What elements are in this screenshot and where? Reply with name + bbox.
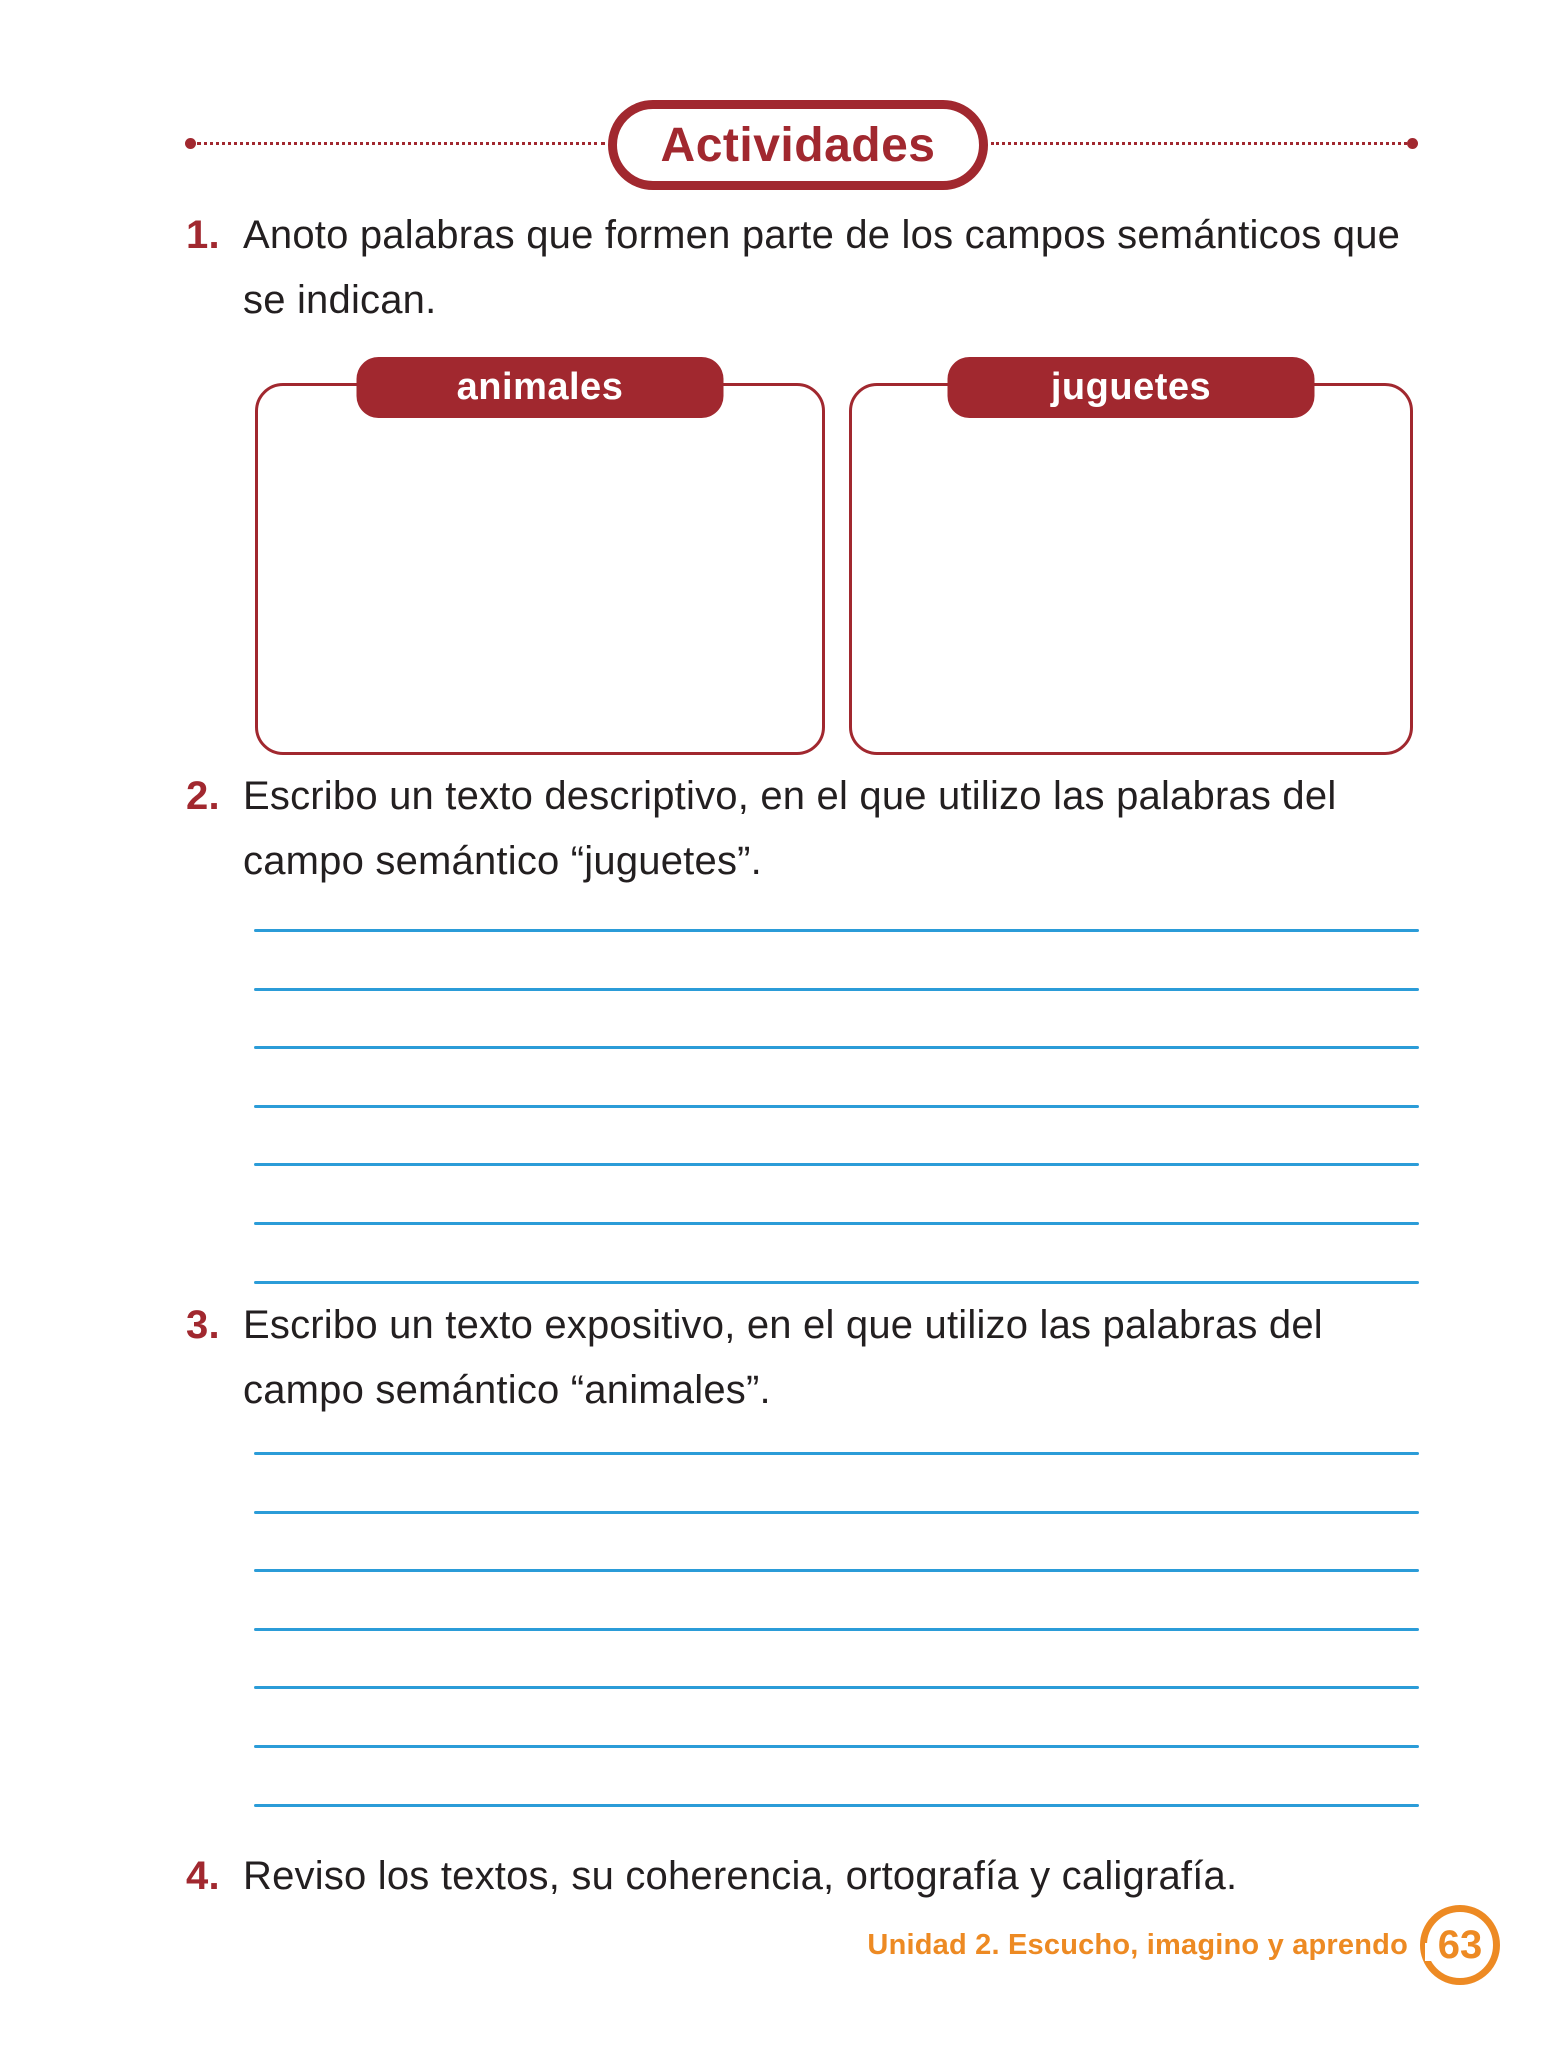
semantic-box-juguetes-label: juguetes: [1050, 366, 1212, 408]
activity-3-text-line-1: Escribo un texto expositivo, en el que utilizo las palabras del: [243, 1303, 1323, 1347]
writing-line: [254, 1281, 1419, 1284]
writing-line: [254, 1569, 1419, 1572]
semantic-box-juguetes-header: [948, 357, 1315, 418]
banner-dotted-line-right: [991, 142, 1407, 145]
banner-end-dot-left: [185, 138, 196, 149]
page-circle-notch: [1425, 1943, 1435, 1961]
semantic-box-animales: [255, 366, 825, 755]
writing-line: [254, 1628, 1419, 1631]
activity-item-2: [186, 764, 1466, 894]
writing-line: [254, 1511, 1419, 1514]
banner-end-dot-right: [1407, 138, 1418, 149]
writing-line: [254, 1804, 1419, 1807]
writing-line: [254, 1452, 1419, 1455]
activity-2-text-line-1: Escribo un texto descriptivo, en el que utilizo las palabras del: [243, 774, 1337, 818]
writing-line: [254, 1046, 1419, 1049]
writing-line: [254, 1222, 1419, 1225]
semantic-box-animales-header: [357, 357, 724, 418]
writing-line: [254, 1163, 1419, 1166]
activity-item-4: [186, 1844, 1516, 1909]
writing-line: [254, 988, 1419, 991]
activity-2-text-line-2: campo semántico “juguetes”.: [243, 839, 762, 883]
semantic-box-juguetes: [849, 366, 1413, 755]
banner-title: Actividades: [660, 118, 936, 172]
activity-item-3: [186, 1293, 1466, 1423]
activity-1-text-line-2: se indican.: [243, 278, 437, 322]
semantic-box-animales-label: animales: [456, 366, 624, 408]
writing-line: [254, 1745, 1419, 1748]
page-number: 63: [1437, 1922, 1483, 1967]
writing-lines-block-1: [254, 929, 1419, 1284]
writing-line: [254, 929, 1419, 932]
writing-lines-block-2: [254, 1452, 1419, 1807]
activity-2-text: [243, 764, 1336, 894]
footer: [867, 1905, 1500, 1985]
writing-line: [254, 1105, 1419, 1108]
writing-line: [254, 1686, 1419, 1689]
activity-4-text-line-1: Reviso los textos, su coherencia, ortografía y caligrafía.: [243, 1854, 1238, 1898]
activity-1-number: 1.: [186, 213, 220, 257]
activity-item-1: [186, 203, 1466, 333]
activity-4-number: 4.: [186, 1854, 220, 1898]
activity-2-number: 2.: [186, 774, 220, 818]
banner-pill: [608, 100, 988, 190]
activity-1-text-line-1: Anoto palabras que formen parte de los campos semánticos que: [243, 213, 1401, 257]
activity-3-text: [243, 1293, 1323, 1423]
page-number-badge: [1420, 1905, 1500, 1985]
unit-label: Unidad 2. Escucho, imagino y aprendo: [867, 1928, 1408, 1961]
activity-1-text: [243, 203, 1400, 333]
activity-3-text-line-2: campo semántico “animales”.: [243, 1368, 771, 1412]
banner-dotted-line-left: [197, 142, 605, 145]
activity-4-text: [243, 1844, 1237, 1909]
activity-3-number: 3.: [186, 1303, 220, 1347]
